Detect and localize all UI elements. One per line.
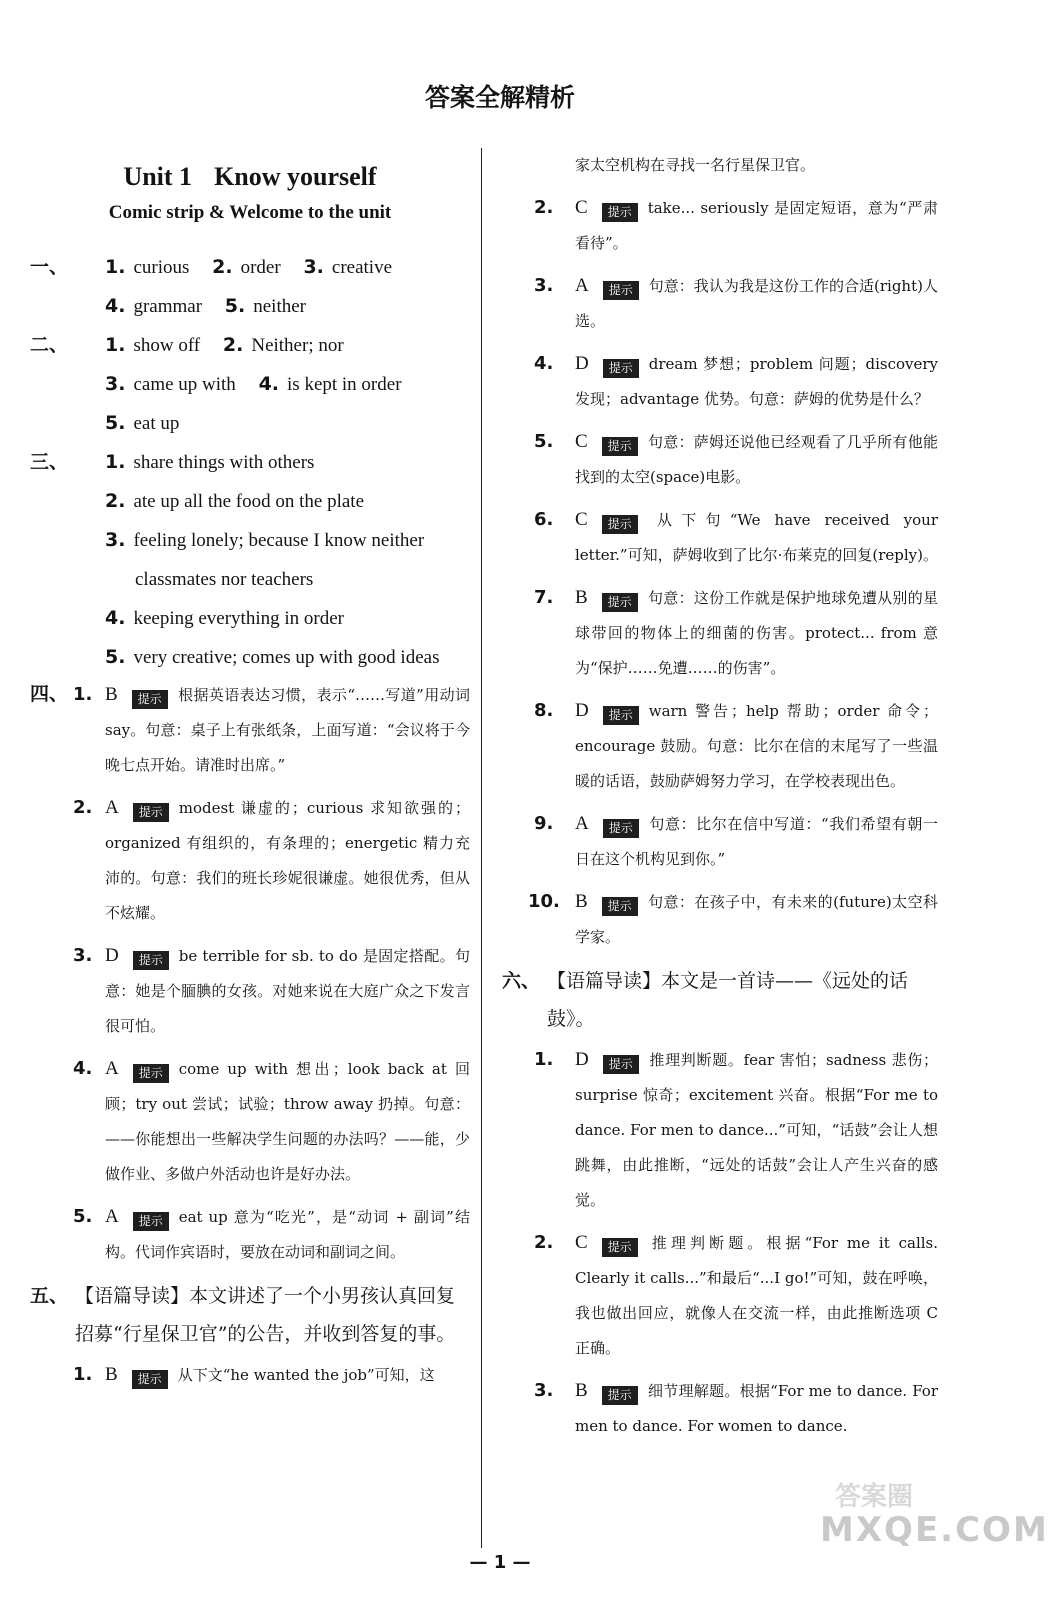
- sec4-item4: 4. A 提示 come up with 想出；look back at 回顾；try out 尝试；试验；throw away 扔掉。句意：——你能想出一些解决学生问题的办法吗？——能，少做作业、多做户外活动也许是好办法。: [73, 1058, 470, 1183]
- sec5-item6: 6. C 提示 从下句“We have received your letter.”可知，萨姆收到了比尔·布莱克的回复(reply)。: [534, 509, 938, 564]
- sec6-item1: 1. D 提示 推理判断题。fear 害怕；sadness 悲伤；surprise 惊奇；excitement 兴奋。根据“For me to dance. For men to dance...”可知，“话鼓”会让人想跳舞，由此推断，“远处的话鼓”会让人产生兴奋的感觉。: [534, 1049, 938, 1209]
- unit-title: Unit 1 Know yourself: [123, 162, 377, 191]
- tip-badge: 提示: [602, 897, 638, 916]
- tip-badge: 提示: [602, 1386, 638, 1405]
- sec6-item3: 3. B 提示 细节理解题。根据“For me to dance. For men to dance. For women to dance.: [534, 1380, 938, 1435]
- sec3-item1: 三、 1. share things with others: [30, 451, 315, 473]
- sec5-item1: 1. B 提示 从下文“he wanted the job”可知，这: [30, 1357, 470, 1393]
- tip-badge: 提示: [602, 437, 638, 456]
- tip-badge: 提示: [132, 690, 168, 709]
- sec5-item1-cont: 家太空机构在寻找一名行星保卫官。: [575, 156, 816, 174]
- sec3-item3: 3. feeling lonely; because I know neither: [105, 529, 425, 551]
- sec5-item10: 10. B 提示 句意：在孩子中，有未来的(future)太空科学家。: [528, 891, 938, 946]
- tip-badge: 提示: [133, 1212, 169, 1231]
- sec5-item8: 8. D 提示 warn 警告；help 帮助；order 命令；encourage 鼓励。句意：比尔在信的末尾写了一些温暖的话语，鼓励萨姆努力学习，在学校表现出色。: [534, 700, 938, 790]
- sec6-item2: 2. C 提示 推理判断题。根据“For me it calls. Clearly it calls...”和最后“...I go!”可知，鼓在呼唤，我也做出回应，就像人在交流一样，由此推断选项 C 正确。: [534, 1232, 938, 1357]
- sec4-item3: 3. D 提示 be terrible for sb. to do 是固定搭配。句意：她是个腼腆的女孩。对她来说在大庭广众之下发言很可怕。: [73, 945, 470, 1035]
- sec5-item9: 9. A 提示 句意：比尔在信中写道：“我们希望有朝一日在这个机构见到你。”: [534, 813, 938, 868]
- sec2-line1: 二、 1. show off 2. Neither; nor: [30, 334, 344, 356]
- sec5-item5: 5. C 提示 句意：萨姆还说他已经观看了几乎所有他能找到的太空(space)电影。: [534, 431, 938, 486]
- tip-badge: 提示: [133, 1064, 169, 1083]
- tip-badge: 提示: [603, 359, 639, 378]
- page-title: 答案全解精析: [424, 83, 575, 112]
- unit-subtitle: Comic strip & Welcome to the unit: [108, 202, 392, 223]
- left-column: [30, 148, 470, 1400]
- tip-badge: 提示: [603, 1055, 639, 1074]
- tip-badge: 提示: [603, 819, 639, 838]
- tip-badge: 提示: [602, 203, 638, 222]
- sec5-guide: 五、 【语篇导读】本文讲述了一个小男孩认真回复招募“行星保卫官”的公告，并收到答复的事。: [30, 1285, 456, 1345]
- tip-badge: 提示: [133, 951, 169, 970]
- tip-badge: 提示: [602, 515, 638, 534]
- sec3-item5: 5. very creative; comes up with good ideas: [105, 646, 440, 668]
- page-number: — 1 —: [469, 1552, 531, 1573]
- sec6-guide: 六、 【语篇导读】本文是一首诗——《远处的话鼓》。: [502, 970, 909, 1030]
- sec4-item5: 5. A 提示 eat up 意为“吃光”，是“动词 + 副词”结构。代词作宾语时，要放在动词和副词之间。: [73, 1206, 470, 1261]
- sec5-item4: 4. D 提示 dream 梦想；problem 问题；discovery 发现；advantage 优势。句意：萨姆的优势是什么？: [534, 353, 938, 408]
- tip-badge: 提示: [602, 1238, 638, 1257]
- sec5-item7: 7. B 提示 句意：这份工作就是保护地球免遭从别的星球带回的物体上的细菌的伤害。protect... from 意为“保护……免遭……的伤害”。: [534, 587, 938, 677]
- tip-badge: 提示: [132, 1370, 168, 1389]
- sec5-item2: 2. C 提示 take... seriously 是固定短语，意为“严肃看待”。: [534, 197, 938, 252]
- tip-badge: 提示: [602, 593, 638, 612]
- sec2-line2: 3. came up with 4. is kept in order: [105, 373, 402, 395]
- column-divider: [481, 148, 482, 1548]
- sec1-line1: 一、 1. curious 2. order 3. creative: [30, 256, 393, 278]
- tip-badge: 提示: [603, 281, 639, 300]
- tip-badge: 提示: [133, 803, 169, 822]
- right-column: [502, 148, 938, 1451]
- sec5-item3: 3. A 提示 句意：我认为我是这份工作的合适(right)人选。: [534, 275, 938, 330]
- sec3-item4: 4. keeping everything in order: [105, 607, 344, 629]
- sec1-line2: 4. grammar 5. neither: [105, 295, 306, 317]
- tip-badge: 提示: [603, 706, 639, 725]
- watermark-text: MXQE.COM: [820, 1510, 1049, 1550]
- watermark-logo: 答案圈: [835, 1482, 914, 1512]
- sec4-item2: 2. A 提示 modest 谦虚的；curious 求知欲强的；organized 有组织的，有条理的；energetic 精力充沛的。句意：我们的班长珍妮很谦虚。她很优秀，但从不炫耀。: [73, 797, 470, 922]
- sec3-item2: 2. ate up all the food on the plate: [105, 490, 365, 512]
- sec4-item1: 四、 1. B 提示 根据英语表达习惯，表示“……写道”用动词 say。句意：桌子上有张纸条，上面写道：“会议将于今晚七点开始。请准时出席。”: [30, 683, 470, 774]
- sec2-line3: 5. eat up: [105, 412, 180, 434]
- sec3-item3-cont: classmates nor teachers: [135, 569, 314, 590]
